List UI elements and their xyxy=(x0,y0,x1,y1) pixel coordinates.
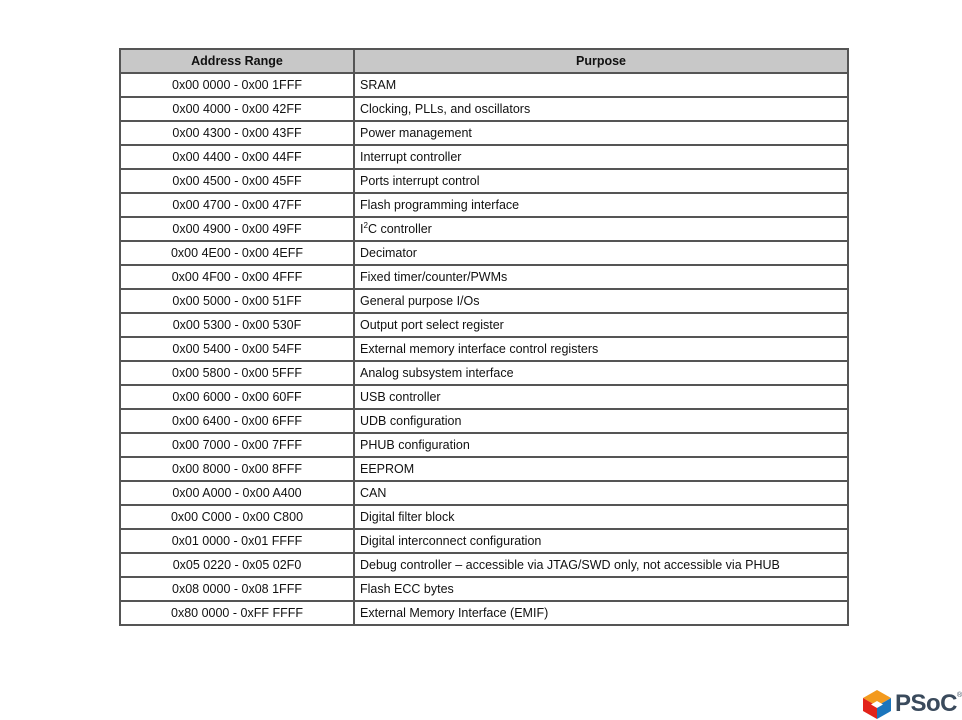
purpose-cell xyxy=(354,217,848,241)
address-range-cell: 0x08 0000 - 0x08 1FFF xyxy=(120,577,354,601)
address-range-cell: 0x05 0220 - 0x05 02F0 xyxy=(120,553,354,577)
purpose-cell: CAN xyxy=(354,481,848,505)
address-range-cell: 0x00 5800 - 0x00 5FFF xyxy=(120,361,354,385)
address-range-cell: 0x00 4E00 - 0x00 4EFF xyxy=(120,241,354,265)
address-range-cell: 0x00 4000 - 0x00 42FF xyxy=(120,97,354,121)
address-range-cell: 0x00 7000 - 0x00 7FFF xyxy=(120,433,354,457)
table-row xyxy=(120,457,848,481)
table-row xyxy=(120,433,848,457)
purpose-cell: Analog subsystem interface xyxy=(354,361,848,385)
address-range-cell: 0x00 4300 - 0x00 43FF xyxy=(120,121,354,145)
purpose-cell: Decimator xyxy=(354,241,848,265)
table-row xyxy=(120,313,848,337)
logo-registered-mark: ® xyxy=(957,692,962,699)
table-row xyxy=(120,265,848,289)
address-range-cell: 0x00 4700 - 0x00 47FF xyxy=(120,193,354,217)
address-range-cell: 0x00 5400 - 0x00 54FF xyxy=(120,337,354,361)
address-range-cell: 0x00 6400 - 0x00 6FFF xyxy=(120,409,354,433)
purpose-cell: External Memory Interface (EMIF) xyxy=(354,601,848,625)
purpose-cell: PHUB configuration xyxy=(354,433,848,457)
table-row xyxy=(120,409,848,433)
logo-text: PSoC xyxy=(895,690,958,717)
table-row xyxy=(120,193,848,217)
purpose-cell: Ports interrupt control xyxy=(354,169,848,193)
table-header-row xyxy=(120,49,848,73)
address-range-cell: 0x00 8000 - 0x00 8FFF xyxy=(120,457,354,481)
table-row xyxy=(120,481,848,505)
address-range-cell: 0x00 4900 - 0x00 49FF xyxy=(120,217,354,241)
purpose-header: Purpose xyxy=(354,49,848,73)
psoc-logo xyxy=(861,688,962,720)
purpose-cell: Clocking, PLLs, and oscillators xyxy=(354,97,848,121)
purpose-cell: Digital filter block xyxy=(354,505,848,529)
purpose-cell: Power management xyxy=(354,121,848,145)
table-row xyxy=(120,337,848,361)
table-row xyxy=(120,241,848,265)
purpose-cell: Interrupt controller xyxy=(354,145,848,169)
address-range-cell: 0x00 5000 - 0x00 51FF xyxy=(120,289,354,313)
purpose-cell: EEPROM xyxy=(354,457,848,481)
purpose-cell: Fixed timer/counter/PWMs xyxy=(354,265,848,289)
purpose-text-suffix: C controller xyxy=(367,222,432,236)
table-row xyxy=(120,145,848,169)
purpose-text-prefix: I xyxy=(360,222,364,236)
table-row xyxy=(120,73,848,97)
table-row xyxy=(120,289,848,313)
address-range-cell: 0x01 0000 - 0x01 FFFF xyxy=(120,529,354,553)
address-range-cell: 0x00 6000 - 0x00 60FF xyxy=(120,385,354,409)
psoc-cube-logo-icon xyxy=(861,688,893,720)
table-row xyxy=(120,217,848,241)
table-row xyxy=(120,601,848,625)
purpose-superscript: 2 xyxy=(363,221,368,230)
purpose-cell: USB controller xyxy=(354,385,848,409)
table-body xyxy=(120,73,848,625)
purpose-cell: Digital interconnect configuration xyxy=(354,529,848,553)
address-range-cell: 0x80 0000 - 0xFF FFFF xyxy=(120,601,354,625)
purpose-cell: General purpose I/Os xyxy=(354,289,848,313)
table-row xyxy=(120,361,848,385)
address-range-cell: 0x00 4F00 - 0x00 4FFF xyxy=(120,265,354,289)
table-row xyxy=(120,553,848,577)
purpose-cell: Output port select register xyxy=(354,313,848,337)
table-row xyxy=(120,505,848,529)
address-range-cell: 0x00 5300 - 0x00 530F xyxy=(120,313,354,337)
memory-map-table xyxy=(119,48,849,626)
table-row xyxy=(120,529,848,553)
table-row xyxy=(120,97,848,121)
address-range-cell: 0x00 4500 - 0x00 45FF xyxy=(120,169,354,193)
purpose-cell: Flash ECC bytes xyxy=(354,577,848,601)
table-row xyxy=(120,385,848,409)
table-row xyxy=(120,169,848,193)
purpose-cell: Debug controller – accessible via JTAG/SWD only, not accessible via PHUB xyxy=(354,553,848,577)
table-row xyxy=(120,577,848,601)
address-range-cell: 0x00 A000 - 0x00 A400 xyxy=(120,481,354,505)
address-range-cell: 0x00 0000 - 0x00 1FFF xyxy=(120,73,354,97)
purpose-cell: External memory interface control registers xyxy=(354,337,848,361)
purpose-cell: Flash programming interface xyxy=(354,193,848,217)
purpose-cell: UDB configuration xyxy=(354,409,848,433)
purpose-cell: SRAM xyxy=(354,73,848,97)
address-range-header: Address Range xyxy=(120,49,354,73)
address-range-cell: 0x00 4400 - 0x00 44FF xyxy=(120,145,354,169)
address-range-cell: 0x00 C000 - 0x00 C800 xyxy=(120,505,354,529)
table-row xyxy=(120,121,848,145)
